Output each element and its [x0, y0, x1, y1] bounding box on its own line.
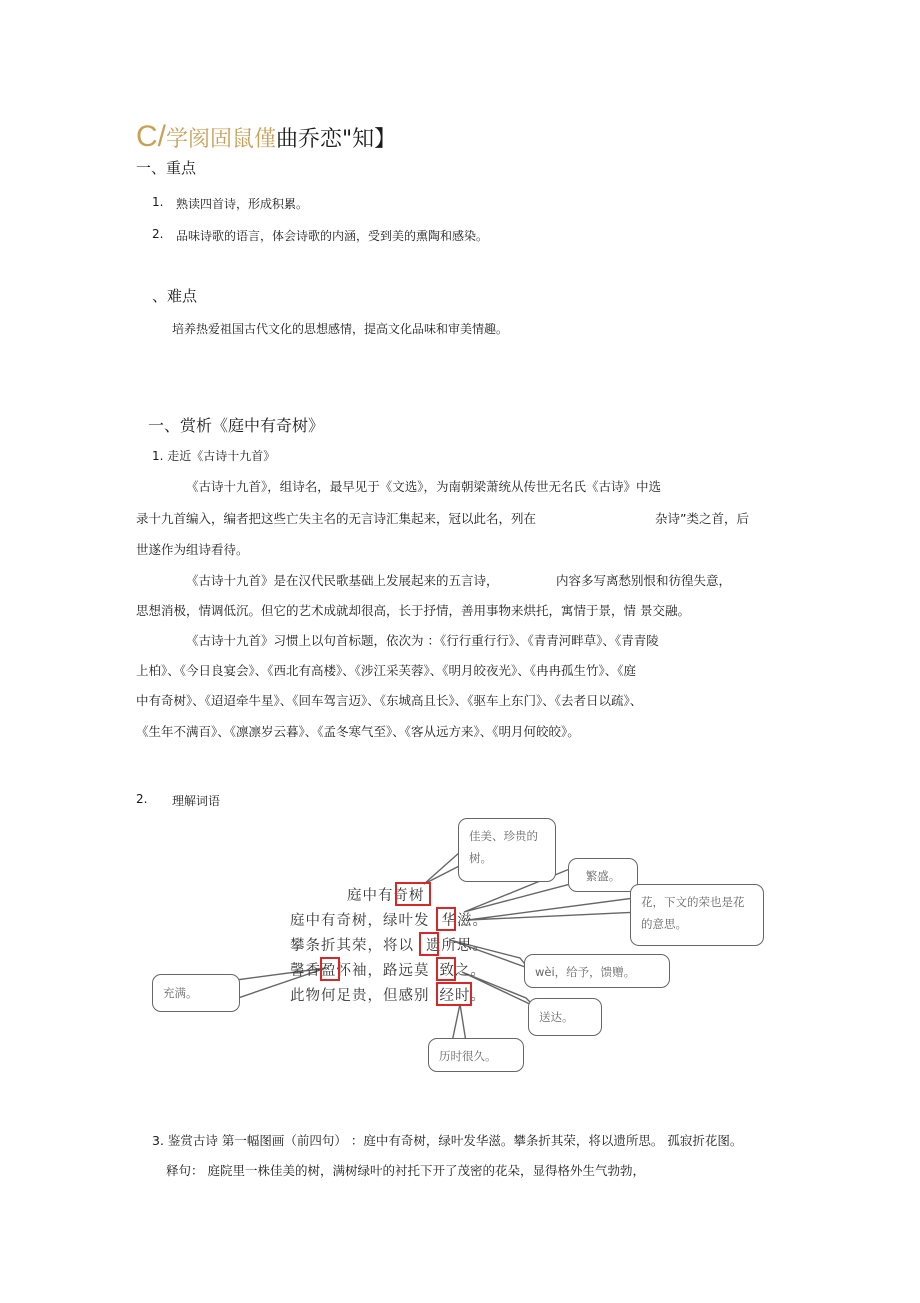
poem-text: 庭中有	[347, 888, 394, 904]
poem-text: 滋。	[457, 913, 488, 929]
keyword-highlight-box	[436, 982, 472, 1006]
note-bubble-wei: wèi，给予，馈赠。	[524, 954, 670, 988]
keyword-highlight-box	[436, 907, 456, 931]
note-bubble-qishu: 佳美、珍贵的树。	[458, 818, 556, 882]
note-bubble-jingshi: 历时很久。	[428, 1038, 524, 1072]
note-bubble-zhi: 送达。	[528, 998, 602, 1036]
note-bubble-hua: 花，下文的荣也是花的意思。	[630, 884, 764, 946]
paragraph-line: 《古诗十九首》，组诗名，最早见于《文选》，为南朝梁萧统从传世无名氏《古诗》中选	[186, 479, 662, 494]
subheading-vocabulary: 理解词语	[172, 794, 221, 808]
paragraph-line: 《古诗十九首》习惯上以句首标题，依次为 ：《行行重行行》、《青青河畔草》、《青青陵	[186, 633, 659, 648]
heading-key-points: 一、重点	[136, 159, 197, 177]
paragraph-line: 思想消极，情调低沉。但它的艺术成就却很高，长于抒情，善用事物来烘托，寓情于景，情 景交融。	[136, 603, 690, 618]
keyword-highlight-box	[419, 932, 439, 956]
poem-keyword-qishu: 奇树	[393, 888, 425, 904]
explanation-line: 释句： 庭院里一株佳美的树，满树绿叶的衬托下开了茂密的花朵，显得格外生气勃勃，	[166, 1163, 645, 1178]
paragraph-line: 杂诗”类之首，后	[655, 511, 749, 526]
heading-difficult-points: 、难点	[152, 287, 198, 305]
paragraph-line: 世遂作为组诗看待。	[136, 542, 249, 557]
poem-keyword-ying: 盈	[321, 963, 337, 979]
appreciation-line: 3. 鉴赏古诗 第一幅图画（前四句） ：庭中有奇树，绿叶发华滋。攀条折其荣，将以遗所思。 孤寂折花图。	[152, 1133, 743, 1148]
poem-text: 攀条折其荣，将以	[290, 938, 414, 954]
poem-text: 怀袖，路远莫	[336, 963, 430, 979]
poem-text: 之。	[455, 963, 486, 979]
difficult-points-text: 培养热爱祖国古代文化的思想感情，提高文化品味和审美情趣。	[172, 322, 509, 336]
paragraph-line: 录十九首编入，编者把这些亡失主名的无言诗汇集起来，冠以此名，列在	[136, 511, 537, 526]
poem-keyword-wei: 遗	[426, 938, 442, 954]
subheading-num: 2.	[136, 792, 148, 806]
poem-line-2	[290, 909, 488, 930]
poem-text: 。	[470, 988, 486, 1004]
keyword-highlight-box	[395, 882, 431, 906]
poem-line-3	[290, 934, 488, 955]
paragraph-line: 中有奇树》、《迢迢牵牛星》、《回车驾言迈》、《东城高且长》、《驱车上东门》、《去者日以疏》、	[136, 693, 643, 708]
poem-text: 庭中有奇树，绿叶发	[290, 913, 430, 929]
heading-appreciation: 一、赏析《庭中有奇树》	[148, 416, 325, 435]
subheading-approach: 1. 走近《古诗十九首》	[152, 449, 276, 463]
paragraph-line: 《古诗十九首》是在汉代民歌基础上发展起来的五言诗，	[186, 573, 499, 588]
note-bubble-ying: 充满。	[152, 974, 240, 1012]
list-item-num: 2.	[152, 227, 164, 241]
paragraph-line: 上柏》、《今日良宴会》、《西北有高楼》、《涉江采芙蓉》、《明月皎夜光》、《冉冉孤生竹》、《庭	[136, 663, 637, 678]
paragraph-line: 《生年不满百》、《凛凛岁云暮》、《孟冬寒气至》、《客从远方来》、《明月何皎皎》。	[136, 724, 580, 739]
title-prefix: C/	[136, 120, 166, 153]
poem-keyword-zhi: 致	[439, 963, 455, 979]
list-item-num: 1.	[152, 195, 164, 209]
poem-keyword-jingshi: 经时	[439, 988, 471, 1004]
paragraph-line: 内容多写离愁别恨和彷徨失意，	[556, 573, 732, 588]
list-item-text: 熟读四首诗，形成积累。	[176, 197, 309, 211]
note-bubble-fansheng: 繁盛。	[568, 858, 638, 892]
poem-keyword-hua: 华	[441, 913, 457, 929]
keyword-highlight-box	[436, 957, 456, 981]
list-item-text: 品味诗歌的语言，体会诗歌的内涵，受到美的熏陶和感染。	[176, 229, 489, 243]
title-gold-text: 学阂固鼠僅	[166, 127, 277, 152]
poem-text: 此物何足贵，但感别	[290, 988, 430, 1004]
title-dark-text: 曲乔恋"知】	[276, 127, 397, 152]
keyword-highlight-box	[320, 957, 340, 981]
poem-text: 馨香	[290, 963, 321, 979]
poem-text: 所思。	[441, 938, 488, 954]
